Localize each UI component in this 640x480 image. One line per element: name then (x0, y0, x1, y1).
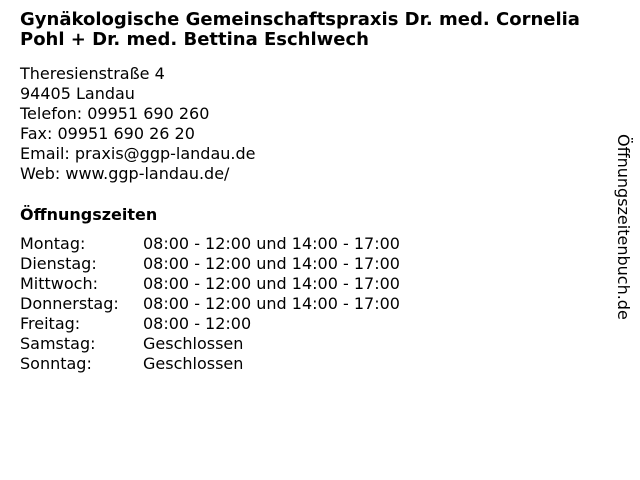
time-value: 08:00 - 12:00 und 14:00 - 17:00 (143, 234, 400, 253)
phone-number: Telefon: 09951 690 260 (20, 104, 210, 123)
hours-row-monday (20, 234, 400, 254)
time-value: 08:00 - 12:00 und 14:00 - 17:00 (143, 274, 400, 293)
day-label: Freitag: (20, 314, 81, 333)
hours-row-tuesday (20, 254, 400, 274)
email-address: Email: praxis@ggp-landau.de (20, 144, 256, 163)
time-value: Geschlossen (143, 354, 244, 373)
time-value: 08:00 - 12:00 (143, 314, 252, 333)
day-label: Donnerstag: (20, 294, 119, 313)
hours-row-saturday (20, 334, 400, 354)
time-value: 08:00 - 12:00 und 14:00 - 17:00 (143, 294, 400, 313)
hours-row-wednesday (20, 274, 400, 294)
site-watermark-label: Öffnungszeitenbuch.de (614, 134, 633, 320)
hours-row-thursday (20, 294, 400, 314)
hours-row-friday (20, 314, 400, 334)
time-value: Geschlossen (143, 334, 244, 353)
day-label: Dienstag: (20, 254, 97, 273)
day-label: Montag: (20, 234, 86, 253)
hours-row-sunday (20, 354, 400, 374)
opening-hours-table (20, 234, 400, 374)
day-label: Samstag: (20, 334, 96, 353)
practice-title: Gynäkologische Gemeinschaftspraxis Dr. med. Cornelia Pohl + Dr. med. Bettina Eschlwech (20, 9, 580, 50)
day-label: Mittwoch: (20, 274, 98, 293)
opening-hours-heading: Öffnungszeiten (20, 205, 158, 224)
street-address: Theresienstraße 4 (20, 64, 165, 83)
city-address: 94405 Landau (20, 84, 135, 103)
day-label: Sonntag: (20, 354, 92, 373)
time-value: 08:00 - 12:00 und 14:00 - 17:00 (143, 254, 400, 273)
website-address: Web: www.ggp-landau.de/ (20, 164, 230, 183)
fax-number: Fax: 09951 690 26 20 (20, 124, 195, 143)
contact-block (20, 64, 255, 184)
